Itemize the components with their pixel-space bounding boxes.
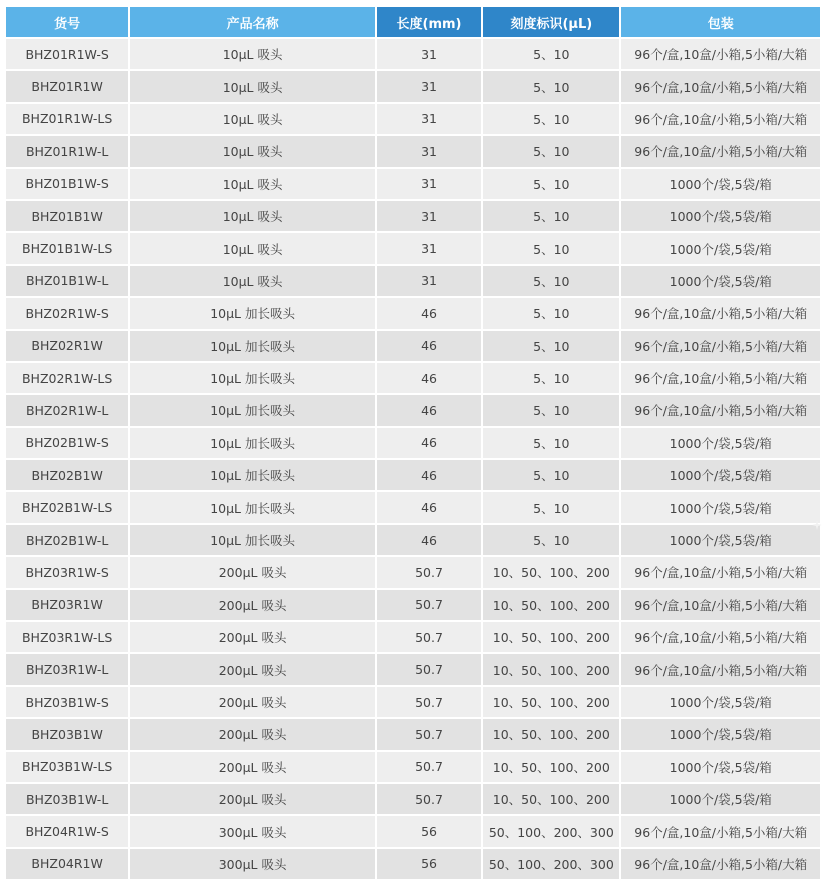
table-row — [6, 590, 820, 620]
cell-product-name: 10µL 加长吸头 — [130, 363, 375, 393]
cell-length: 50.7 — [377, 654, 481, 684]
table-row — [6, 395, 820, 425]
cell-item-number: BHZ03R1W-S — [6, 557, 128, 587]
header-graduation: 刻度标识(µL) — [483, 7, 619, 37]
cell-item-number: BHZ02R1W — [6, 331, 128, 361]
cell-graduation: 10、50、100、200 — [483, 687, 619, 717]
cell-length: 46 — [377, 460, 481, 490]
table-row — [6, 39, 820, 69]
table-row — [6, 654, 820, 684]
cell-packaging: 96个/盒,10盒/小箱,5小箱/大箱 — [621, 331, 820, 361]
cell-item-number: BHZ01R1W — [6, 71, 128, 101]
cell-packaging: 1000个/袋,5袋/箱 — [621, 266, 820, 296]
cell-product-name: 200µL 吸头 — [130, 557, 375, 587]
cell-length: 56 — [377, 849, 481, 879]
cell-length: 31 — [377, 136, 481, 166]
cell-packaging: 1000个/袋,5袋/箱 — [621, 719, 820, 749]
cell-packaging: 1000个/袋,5袋/箱 — [621, 752, 820, 782]
cell-packaging: 1000个/袋,5袋/箱 — [621, 201, 820, 231]
cell-graduation: 5、10 — [483, 104, 619, 134]
cell-product-name: 10µL 吸头 — [130, 71, 375, 101]
cell-product-name: 10µL 加长吸头 — [130, 331, 375, 361]
cell-packaging: 96个/盒,10盒/小箱,5小箱/大箱 — [621, 557, 820, 587]
cell-product-name: 10µL 加长吸头 — [130, 428, 375, 458]
table-row — [6, 460, 820, 490]
cell-product-name: 10µL 吸头 — [130, 201, 375, 231]
cell-product-name: 300µL 吸头 — [130, 849, 375, 879]
table-row — [6, 233, 820, 263]
cell-length: 31 — [377, 233, 481, 263]
table-row — [6, 71, 820, 101]
cell-graduation: 5、10 — [483, 428, 619, 458]
cell-length: 50.7 — [377, 557, 481, 587]
cell-product-name: 200µL 吸头 — [130, 654, 375, 684]
header-packaging: 包装 — [621, 7, 820, 37]
cell-item-number: BHZ01B1W — [6, 201, 128, 231]
cell-item-number: BHZ04R1W-S — [6, 816, 128, 846]
cell-length: 50.7 — [377, 752, 481, 782]
cell-packaging: 96个/盒,10盒/小箱,5小箱/大箱 — [621, 590, 820, 620]
cell-packaging: 96个/盒,10盒/小箱,5小箱/大箱 — [621, 71, 820, 101]
table-row — [6, 719, 820, 749]
cell-graduation: 5、10 — [483, 460, 619, 490]
cell-graduation: 5、10 — [483, 169, 619, 199]
cell-product-name: 10µL 吸头 — [130, 104, 375, 134]
cell-product-name: 200µL 吸头 — [130, 622, 375, 652]
table-row — [6, 687, 820, 717]
cell-length: 46 — [377, 363, 481, 393]
cell-packaging: 1000个/袋,5袋/箱 — [621, 492, 820, 522]
cell-graduation: 5、10 — [483, 331, 619, 361]
cell-graduation: 5、10 — [483, 71, 619, 101]
cell-length: 31 — [377, 39, 481, 69]
cell-item-number: BHZ02B1W-LS — [6, 492, 128, 522]
cell-item-number: BHZ02R1W-L — [6, 395, 128, 425]
cell-packaging: 1000个/袋,5袋/箱 — [621, 169, 820, 199]
cell-product-name: 10µL 吸头 — [130, 169, 375, 199]
table-row — [6, 849, 820, 879]
cell-packaging: 1000个/袋,5袋/箱 — [621, 784, 820, 814]
cell-packaging: 96个/盒,10盒/小箱,5小箱/大箱 — [621, 622, 820, 652]
cell-graduation: 10、50、100、200 — [483, 784, 619, 814]
cell-item-number: BHZ02B1W-L — [6, 525, 128, 555]
cell-item-number: BHZ03B1W-S — [6, 687, 128, 717]
table-row — [6, 169, 820, 199]
cell-graduation: 5、10 — [483, 201, 619, 231]
cell-packaging: 1000个/袋,5袋/箱 — [621, 525, 820, 555]
cell-graduation: 10、50、100、200 — [483, 557, 619, 587]
cell-packaging: 96个/盒,10盒/小箱,5小箱/大箱 — [621, 816, 820, 846]
cell-item-number: BHZ01R1W-LS — [6, 104, 128, 134]
cell-packaging: 1000个/袋,5袋/箱 — [621, 687, 820, 717]
cell-product-name: 200µL 吸头 — [130, 752, 375, 782]
sparkle-icon — [812, 520, 822, 530]
cell-item-number: BHZ02R1W-S — [6, 298, 128, 328]
header-item-number: 货号 — [6, 7, 128, 37]
cell-product-name: 200µL 吸头 — [130, 687, 375, 717]
table-row — [6, 752, 820, 782]
cell-length: 50.7 — [377, 590, 481, 620]
product-spec-table — [4, 5, 822, 881]
cell-length: 31 — [377, 266, 481, 296]
cell-graduation: 5、10 — [483, 136, 619, 166]
cell-graduation: 10、50、100、200 — [483, 590, 619, 620]
cell-graduation: 10、50、100、200 — [483, 752, 619, 782]
cell-item-number: BHZ03R1W — [6, 590, 128, 620]
table-row — [6, 331, 820, 361]
cell-packaging: 1000个/袋,5袋/箱 — [621, 460, 820, 490]
table-row — [6, 201, 820, 231]
cell-item-number: BHZ01R1W-L — [6, 136, 128, 166]
cell-item-number: BHZ03B1W-LS — [6, 752, 128, 782]
cell-item-number: BHZ01B1W-LS — [6, 233, 128, 263]
cell-packaging: 96个/盒,10盒/小箱,5小箱/大箱 — [621, 104, 820, 134]
cell-length: 31 — [377, 104, 481, 134]
cell-product-name: 10µL 吸头 — [130, 136, 375, 166]
cell-graduation: 5、10 — [483, 492, 619, 522]
cell-item-number: BHZ03R1W-LS — [6, 622, 128, 652]
cell-item-number: BHZ03B1W — [6, 719, 128, 749]
table-row — [6, 298, 820, 328]
cell-item-number: BHZ01B1W-S — [6, 169, 128, 199]
cell-graduation: 50、100、200、300 — [483, 816, 619, 846]
cell-packaging: 96个/盒,10盒/小箱,5小箱/大箱 — [621, 395, 820, 425]
cell-length: 46 — [377, 298, 481, 328]
table-row — [6, 428, 820, 458]
cell-graduation: 5、10 — [483, 39, 619, 69]
table-row — [6, 104, 820, 134]
header-row — [6, 7, 820, 37]
table-row — [6, 525, 820, 555]
cell-product-name: 10µL 加长吸头 — [130, 525, 375, 555]
table-row — [6, 363, 820, 393]
cell-graduation: 10、50、100、200 — [483, 622, 619, 652]
cell-packaging: 96个/盒,10盒/小箱,5小箱/大箱 — [621, 849, 820, 879]
table-row — [6, 266, 820, 296]
cell-product-name: 10µL 吸头 — [130, 266, 375, 296]
cell-product-name: 200µL 吸头 — [130, 784, 375, 814]
cell-packaging: 96个/盒,10盒/小箱,5小箱/大箱 — [621, 654, 820, 684]
cell-graduation: 5、10 — [483, 525, 619, 555]
table-row — [6, 622, 820, 652]
cell-length: 50.7 — [377, 719, 481, 749]
cell-graduation: 5、10 — [483, 298, 619, 328]
cell-item-number: BHZ03R1W-L — [6, 654, 128, 684]
cell-product-name: 10µL 加长吸头 — [130, 298, 375, 328]
cell-packaging: 1000个/袋,5袋/箱 — [621, 428, 820, 458]
table-header — [6, 7, 820, 37]
table-row — [6, 492, 820, 522]
cell-item-number: BHZ04R1W — [6, 849, 128, 879]
cell-graduation: 10、50、100、200 — [483, 654, 619, 684]
cell-packaging: 96个/盒,10盒/小箱,5小箱/大箱 — [621, 136, 820, 166]
header-product-name: 产品名称 — [130, 7, 375, 37]
cell-length: 46 — [377, 395, 481, 425]
cell-length: 56 — [377, 816, 481, 846]
cell-length: 31 — [377, 71, 481, 101]
cell-packaging: 1000个/袋,5袋/箱 — [621, 233, 820, 263]
cell-product-name: 10µL 加长吸头 — [130, 460, 375, 490]
cell-item-number: BHZ02B1W-S — [6, 428, 128, 458]
cell-graduation: 10、50、100、200 — [483, 719, 619, 749]
cell-packaging: 96个/盒,10盒/小箱,5小箱/大箱 — [621, 298, 820, 328]
cell-length: 50.7 — [377, 784, 481, 814]
cell-item-number: BHZ01B1W-L — [6, 266, 128, 296]
cell-length: 50.7 — [377, 687, 481, 717]
cell-item-number: BHZ02R1W-LS — [6, 363, 128, 393]
cell-graduation: 5、10 — [483, 266, 619, 296]
cell-length: 46 — [377, 525, 481, 555]
cell-graduation: 5、10 — [483, 363, 619, 393]
table-row — [6, 784, 820, 814]
cell-product-name: 200µL 吸头 — [130, 719, 375, 749]
cell-product-name: 200µL 吸头 — [130, 590, 375, 620]
table-body — [6, 39, 820, 879]
cell-graduation: 5、10 — [483, 233, 619, 263]
cell-product-name: 10µL 吸头 — [130, 233, 375, 263]
table-row — [6, 816, 820, 846]
cell-length: 31 — [377, 169, 481, 199]
cell-product-name: 10µL 加长吸头 — [130, 492, 375, 522]
header-length: 长度(mm) — [377, 7, 481, 37]
cell-product-name: 10µL 加长吸头 — [130, 395, 375, 425]
cell-length: 50.7 — [377, 622, 481, 652]
cell-product-name: 300µL 吸头 — [130, 816, 375, 846]
cell-item-number: BHZ02B1W — [6, 460, 128, 490]
cell-length: 46 — [377, 331, 481, 361]
table-row — [6, 136, 820, 166]
cell-product-name: 10µL 吸头 — [130, 39, 375, 69]
cell-length: 46 — [377, 492, 481, 522]
cell-packaging: 96个/盒,10盒/小箱,5小箱/大箱 — [621, 363, 820, 393]
cell-graduation: 5、10 — [483, 395, 619, 425]
cell-packaging: 96个/盒,10盒/小箱,5小箱/大箱 — [621, 39, 820, 69]
cell-item-number: BHZ03B1W-L — [6, 784, 128, 814]
cell-item-number: BHZ01R1W-S — [6, 39, 128, 69]
cell-length: 31 — [377, 201, 481, 231]
table-row — [6, 557, 820, 587]
cell-length: 46 — [377, 428, 481, 458]
cell-graduation: 50、100、200、300 — [483, 849, 619, 879]
